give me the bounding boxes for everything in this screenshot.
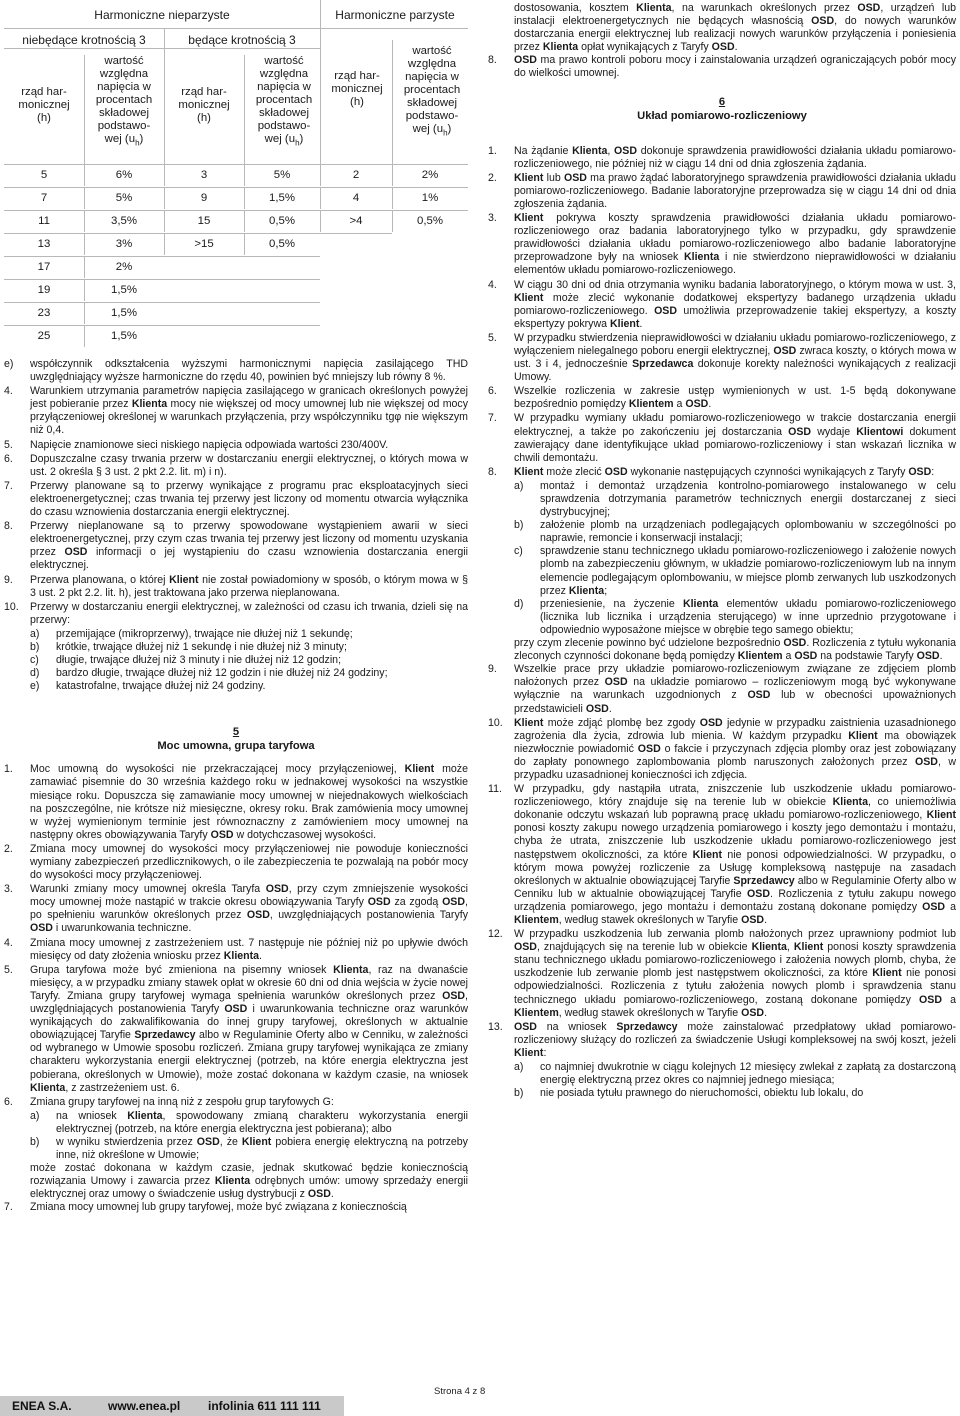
section-5-title: Moc umowna, grupa taryfowa [157,740,315,753]
list-item [4,453,468,479]
list-item [488,145,956,171]
list-item [514,545,956,597]
list-item-number: b) [514,1087,524,1100]
list-item-number: 2. [4,842,13,855]
list-item-number: c) [30,654,39,667]
continuation-text: dostosowania, kosztem Klienta, na warunkach określonych przez OSD, urządzeń lub instalacji elektroenergetycznych nie będących własnością OSD, do nowych warunków dostarczania energii elektrycznej lub realizacji nowych warunków przyłączenia i poniesienia przez Klienta opłat wynikających z Taryfy OSD. [514,2,957,54]
list-item-number: a) [30,627,40,640]
list-item [4,1201,468,1214]
table-cell: 17 [37,261,51,273]
col-value-2: wartość względna napięcia w procentach składowej podstawo- wej $(u_h)$ [255,55,313,148]
list-item-number: 4. [4,936,13,949]
list-item-number: c) [514,545,523,558]
list-item-number: 7. [4,1201,13,1214]
list-item [4,937,468,963]
table-cell: 3,5% [111,215,137,227]
list-item-number: d) [30,667,40,680]
list-item-text: Na żądanie Klienta, OSD dokonuje sprawdzenia prawidłowości działania układu pomiarowo-rozliczeniowego, nie później niż w ciągu 14 dni od dnia zgłoszenia żądania. [514,144,957,170]
section-6-item8-tail: przy czym zlecenie powinno być udzielone bezpośrednio OSD. Rozliczenia z tytułu wykonania zleconych czynności dokonane będą pomiędzy Klientem a OSD na podstawie Taryfy OSD. [514,637,956,663]
list-item-text: Zmiana mocy umownej lub grupy taryfowej, może być związana z koniecznością [30,1201,407,1214]
list-item-text: Klient może zlecić OSD wykonanie następujących czynności wynikających z Taryfy OSD: [514,465,935,478]
list-item-text: Klient pokrywa koszty sprawdzenia prawidłowości działania układu pomiarowo-rozliczeniowego oraz badania laboratoryjnego tylko w przypadku, gdy sprawdzenie prawidłowości działania układu pomiarowo-rozliczeniowego albo badanie laboratoryjne przeprowadzone były na wniosek Klienta i nie stwierdzono nieprawidłowości w działaniu elementów układu pomiarowo-rozliczeniowego. [514,212,956,277]
interruption-types-list [4,628,468,693]
section-6-heading [488,95,956,123]
list-item [488,172,956,211]
table-cell: 1,5% [111,284,137,296]
list-item [4,574,468,600]
section-6-items-2 [488,663,956,1060]
list-item-number: 8. [488,54,497,67]
table-cell: 2% [115,261,133,273]
table-cell: 7 [40,192,48,204]
page-number: Strona 4 z 8 [434,1386,486,1397]
list-item [30,680,468,693]
list-item [30,1136,468,1162]
list-item-number: 8. [4,520,13,533]
section-5-number: 5 [232,726,240,739]
list-item-text: Napięcie znamionowe sieci niskiego napięcia odpowiada wartości 230/400V. [30,438,389,451]
list-item-text: W ciągu 30 dni od dnia otrzymania wyniku badania laboratoryjnego, o którym mowa w ust. 3, Klient może zlecić wykonanie dodatkowej ekspertyzy badanego urządzenia układu pomiarowo-rozliczeniowego. OSD umożliwia przeprowadzenie takiej ekspertyzy, a koszty ekspertyzy pokrywa Klient. [514,278,957,330]
col-order-3: rząd har- monicznej (h) [331,70,383,108]
list-item-text: W przypadku stwierdzenia nieprawidłowości w działaniu układu pomiarowo-rozliczeniowego, z wyłączeniem nielegalnego poboru energii elektrycznej, OSD zwraca koszty, o których mowa w ust. 3 i 4, jednocześnie Sprzedawca dokonuje korekty należności wynikających z realizacji Umowy. [514,331,957,384]
list-item-number: 1. [4,763,13,776]
right-text [488,0,956,1100]
table-cell: 1% [421,192,439,204]
list-item [488,332,956,384]
list-item-number: a) [514,1061,524,1074]
list-item [488,279,956,331]
list-item-text: przeniesienie, na życzenie Klienta elementów układu pomiarowo-rozliczeniowego (licznika lub licznika i urządzenia sterującego) w inne uprzednio przygotowane i odpowiednio wyposażone miejsce w obrębie tego samego obiektu; [540,597,956,636]
table-cell: 3% [115,238,133,250]
list-item-number: 6. [488,385,497,398]
list-item-text: Wszelkie prace przy układzie pomiarowo-rozliczeniowym związane ze zdjęciem plomb nałożonych przez OSD na układzie pomiarowo – rozliczeniowym mogą być wykonywane wyłącznie na warunkach uzgodnionych z OSD lub w obecności upoważnionych przedstawicieli OSD. [514,663,957,715]
list-item [4,480,468,519]
list-item-text: Zmiana mocy umownej do wysokości mocy przyłączeniowej nie powoduje konieczności wymiany zabezpieczeń przedlicznikowych, o ile zabezpieczenia te pozwalają na pobór mocy do wysokości mocy przyłączeniowej. [30,842,468,882]
list-item [488,212,956,277]
table-row [4,303,468,324]
list-item-text: Przerwy w dostarczaniu energii elektrycznej, w zależności od czasu ich trwania, dzieli się na przerwy: [30,600,468,626]
table-cell: 2 [352,169,360,181]
list-item-text: Wszelkie rozliczenia w zakresie ustęp wymienionych w ust. 1-5 będą dokonywane bezpośrednio pomiędzy Klientem a OSD. [514,385,956,411]
list-item-text: montaż i demontaż urządzenia kontrolno-pomiarowego instalowanego w celu sprawdzenia dotrzymania parametrów technicznych energii dostarczanej z sieci dystrybucyjnej; [540,479,956,519]
list-item-text: W przypadku wymiany układu pomiarowo-rozliczeniowego w trakcie dostarczania energii elektrycznej, a także po zakończeniu jej dostarczania OSD wydaje Klientowi dokument zawierający dane identyfikujące układ pomiarowo-rozliczeniowy i stan wskazań licznika w chwili demontażu. [514,412,956,464]
section-5-item7 [4,1201,468,1214]
list-item-number: 3. [4,883,13,896]
footer-company: ENEA S.A. [12,1399,72,1413]
list-item-text: Warunkiem utrzymania parametrów napięcia zasilającego w granicach określonych powyżej jest pobieranie przez Klienta mocy nie większej od mocy umownej lub nie większej od mocy przyłączeniowej określonej w warunkach przyłączenia, przy współczynniku tgφ nie większym niż 0,4. [30,385,469,437]
section-6-item13-subs [488,1061,956,1100]
list-item-text: Przerwy planowane są to przerwy wynikające z programu prac eksploatacyjnych sieci elektroenergetycznej; czas trwania tej przerwy jest liczony od momentu otwarcia wyłącznika do czasu wznowienia dostarczania energii elektrycznej. [30,479,468,519]
table-cell: 13 [37,238,51,250]
list-item [488,928,956,1020]
list-item-number: 7. [488,412,497,425]
list-item-number: b) [30,640,40,653]
table-cell: 3 [200,169,208,181]
list-item-number: 11. [488,783,502,796]
list-item-number: a) [514,479,524,492]
table-cell: 9 [200,192,208,204]
table-cell: 11 [38,215,50,227]
list-item [4,520,468,572]
table-cell: 1,5% [111,330,137,342]
list-item [514,480,956,519]
left-column [4,0,468,1216]
list-item [4,763,468,842]
list-item-number: e) [30,680,40,693]
list-item-number: 6. [4,1095,13,1108]
list-item-text: Moc umowną do wysokości nie przekraczającej mocy przyłączeniowej, Klient może zamawiać pisemnie do 30 września każdego roku w jednakowej wysokości na wszystkie miesiące roku. Dopuszcza się zamawianie mocy umownej w niejednakowych wielkościach na poszczególne, nie krótsze niż miesięczne, okresy roku. Brak zamówienia mocy umownej w wyżej wymienionym terminie jest równoznaczny z zamówieniem mocy umownej na następny okres obowiązywania Taryfy OSD w dotychczasowej wysokości. [30,763,468,841]
col-order-1: rząd har- monicznej (h) [18,86,70,124]
section-6-item8-subs [488,480,956,637]
table-row [4,234,468,255]
table-row [4,280,468,301]
list-item-number: 9. [4,573,13,586]
table-cell: 23 [37,307,51,319]
sub-mult3-header: będące krotnością 3 [188,33,296,47]
list-item-number: 10. [488,716,503,729]
list-item [4,601,468,627]
list-item [488,1021,956,1060]
col-value-3: wartość względna napięcia w procentach składowej podstawo- wej $(u_h)$ [403,45,461,138]
list-item-text: Dopuszczalne czasy trwania przerw w dostarczaniu energii elektrycznej, o których mowa w ust. 2 określa § 3 ust. 2 pkt 2.2. lit. m) i n). [30,452,468,478]
table-row [4,326,468,347]
list-item [4,843,468,882]
section-6-items [488,145,956,479]
list-item-text: Warunki zmiany mocy umownej określa Taryfa OSD, przy czym zmniejszenie wysokości mocy umownej może nastąpić w trakcie okresu obowiązywania Taryfy OSD za zgodą OSD, po spełnieniu warunków określonych przez OSD, uwzględniających postanowienia Taryfy OSD i uwarunkowania techniczne. [30,883,469,935]
list-item-text: W przypadku, gdy nastąpiła utrata, zniszczenie lub uszkodzenie układu pomiarowo-rozliczeniowego, który znajduje się na terenie lub w obiekcie Klienta, co uniemożliwia dokonanie odczytu wskazań lub poprawną pracę układu pomiarowo-rozliczeniowego, Klient ponosi koszty zakupu nowego urządzenia pomiarowego i koszty jego demontażu i montażu, chyba że utrata, zniszczenie lub uszkodzenie układu pomiarowo-rozliczeniowego jest następstwem okoliczności, za które Klient nie ponosi odpowiedzialności. W przypadku, o którym mowa powyżej rozliczenie za Usługę kompleksową następuje na zasadach określonych w aktualnie obowiązującej Taryfie Sprzedawcy albo w Regulaminie Oferty albo w Cenniku lub w aktualnie obowiązującej Taryfie OSD. Rozliczenia z tytułu zakupu nowego urządzenia pomiarowego, jego montażu i demontażu zostaną dokonane pomiędzy OSD a Klientem, według stawek określonych w Taryfie OSD. [514,783,957,926]
table-cell: 1,5% [269,192,295,204]
list-item-text: OSD ma prawo kontroli poboru mocy i zainstalowania urządzeń ograniczających pobór mocy do wielkości umownej. [514,54,956,80]
list-item-number: 1. [488,144,497,157]
list-item-text: co najmniej dwukrotnie w ciągu kolejnych 12 miesięcy zwlekał z zapłatą za dostarczoną energię elektryczną przez okres co najmniej jednego miesiąca; [540,1061,956,1087]
section-6-number: 6 [718,95,726,108]
list-item-number: 3. [488,212,497,225]
table-cell: 19 [37,284,51,296]
table-cell: >4 [349,215,363,227]
list-item [30,654,468,667]
list-item-text: Zmiana mocy umownej z zastrzeżeniem ust. 7 następuje nie później niż po upływie dwóch miesięcy od daty złożenia wniosku przez Klienta. [30,936,468,962]
list-item [4,883,468,935]
left-text [4,358,468,1215]
list-item [4,1096,468,1109]
table-cell: 5 [40,169,48,181]
right-column [488,0,956,1100]
table-cell: 4 [352,192,360,204]
sub-not-mult3-header: niebędące krotnością 3 [22,33,146,47]
list-item [30,667,468,680]
footer-url[interactable]: www.enea.pl [108,1399,181,1413]
list-item-text: katastrofalne, trwające dłużej niż 24 godziny. [56,680,266,693]
table-cell: 1,5% [111,307,137,319]
list-item [4,439,468,452]
list-item-number: 7. [4,479,13,492]
list-item-number: 5. [4,963,13,976]
list-item-text: na wniosek Klienta, spowodowany zmianą charakteru wykorzystania energii elektrycznej (potrzeb, na które energia elektryczna jest pobierana); albo [56,1109,468,1135]
footer-bar [0,1396,344,1416]
table-cell: >15 [194,238,214,250]
col-order-2: rząd har- monicznej (h) [178,86,230,124]
list-item-text: Przerwy nieplanowane są to przerwy spowodowane wystąpieniem awarii w sieci elektroenergetycznej, przy czym czas trwania tej przerwy jest liczony od momentu uzyskania przez OSD informacji o jej wystąpieniu do czasu wznowienia dostarczania energii elektrycznej. [30,520,468,572]
section-6-title: Układ pomiarowo-rozliczeniowy [637,109,807,122]
list-item [30,1110,468,1136]
list-item-number: 2. [488,171,497,184]
list-item-text: Klient lub OSD ma prawo żądać laboratoryjnego sprawdzenia prawidłowości działania układu pomiarowo-rozliczeniowego. Badanie laboratoryjne przeprowadza się w ciągu 14 dni od dnia zgłoszenia żądania. [514,171,956,210]
list-item [488,412,956,464]
section-5-item6-tail: może zostać dokonana w każdym czasie, jednak skutkować będzie koniecznością rozwiązania Umowy i zawarcia przez Klienta odrębnych umów: umowy sprzedaży energii elektrycznej oraz umowy o świadczenie usług dystrybucji z OSD. [30,1162,469,1201]
list-item-text: w wyniku stwierdzenia przez OSD, że Klient pobiera energię elektryczną na potrzeby inne, niż określone w Umowie; [56,1135,468,1162]
list-item-text: długie, trwające dłużej niż 3 minuty i nie dłużej niż 12 godzin; [56,654,342,667]
list-item [488,663,956,715]
list-item-number: 9. [488,663,497,676]
section-5-item6-subs [4,1110,468,1162]
list-item [30,641,468,654]
list-item-text: Zmiana grupy taryfowej na inną niż z zespołu grup taryfowych G: [30,1095,334,1108]
list-item-number: 8. [488,465,497,478]
table-row [4,188,468,209]
list-item [488,783,956,927]
table-cell: 0,5% [417,215,443,227]
list-item-number: b) [514,519,524,532]
list-item-number: 5. [4,438,13,451]
list-item-text: OSD na wniosek Sprzedawcy może zainstalować przedpłatowy układ pomiarowo-rozliczeniowy służący do rozliczeń za świadczenie Usługi kompleksowej na swój koszt, jeżeli Klient: [514,1020,956,1059]
table-cell: 5% [115,192,133,204]
list-item-number: 13. [488,1020,503,1033]
table-cell: 6% [115,169,133,181]
list-item-number: 4. [488,278,497,291]
table-cell: 5% [273,169,291,181]
list-item-text: W przypadku uszkodzenia lub zerwania plomb nałożonych przez uprawniony podmiot lub OSD, znajdujących się na terenie lub w obiekcie Klienta, Klient ponosi koszty sprawdzenia stanu technicznego układu pomiarowo-rozliczeniowego i założenia nowych plomb, chyba, że uszkodzenie lub zerwanie plomb jest następstwem okoliczności, za które Klient nie ponosi odpowiedzialności. Rozliczenia z tytułu założenia nowych plomb i sprawdzenia stanu technicznego układu pomiarowo-rozliczeniowego, zostaną dokonane pomiędzy OSD a Klientem, według stawek określonych w Taryfie OSD. [514,928,957,1019]
table-row [4,165,468,186]
list-item [4,964,468,1095]
table-cell: 0,5% [269,238,295,250]
table-cell: 0,5% [269,215,295,227]
section-5-item8 [488,54,956,80]
list-item-number: 6. [4,452,13,465]
list-item-text: nie posiada tytułu prawnego do nieruchomości, obiektu lub lokalu, do [540,1087,864,1100]
footer-phone: infolinia 611 111 111 [208,1399,321,1413]
left-items-list [4,358,468,627]
table-row [4,257,468,278]
list-item [514,1087,956,1100]
harmonics-table [4,0,468,350]
table-cell: 25 [37,330,51,342]
list-item-number: e) [4,358,14,370]
group-odd-header: Harmoniczne nieparzyste [94,8,230,22]
list-item [488,54,956,80]
list-item-text: przemijające (mikroprzerwy), trwające nie dłużej niż 1 sekundę; [56,627,353,640]
list-item [4,385,468,437]
group-even-header: Harmoniczne parzyste [335,8,455,22]
list-item-text: Klient może zdjąć plombę bez zgody OSD jedynie w przypadku zaistnienia uzasadnionego zagrożenia dla życia, zdrowia lub mienia. W każdym przypadku Klient ma obowiązek niezwłocznie powiadomić OSD o fakcie i przyczynach zdjęcia plomby oraz jest zobowiązany do zapłaty ponownego zaplombowania plomb naruszonych założonych przez OSD, w przypadku uzasadnionej konieczności ich zdjęcia. [514,716,956,781]
list-item-number: 5. [488,331,497,344]
list-item-text: krótkie, trwające dłużej niż 1 sekundę i nie dłużej niż 3 minuty; [56,640,347,653]
list-item [514,519,956,545]
list-item [4,358,468,384]
table-row [4,211,468,232]
list-item-text: założenie plomb na urządzeniach podlegających oplombowaniu w szczególności po naprawie, remoncie i konserwacji instalacji; [540,519,956,545]
list-item [488,385,956,411]
section-5-items [4,763,468,1108]
list-item [514,1061,956,1087]
list-item-number: b) [30,1135,40,1148]
list-item [514,598,956,637]
section-5-heading [4,725,468,753]
list-item [30,628,468,641]
list-item-text: bardzo długie, trwające dłużej niż 12 godzin i nie dłużej niż 24 godziny; [56,667,388,680]
list-item-text: współczynnik odkształcenia wyższymi harmonicznymi napięcia zasilającego THD uwzględniający wyższe harmoniczne do rzędu 40, powinien być mniejszy lub równy 8 %. [30,358,468,384]
table-cell: 15 [197,215,211,227]
list-item-number: d) [514,597,524,610]
list-item-text: Grupa taryfowa może być zmieniona na pisemny wniosek Klienta, raz na dwanaście miesięcy, a w przypadku zmiany stawek opłat w okresie 60 dni od dnia wejścia w życie nowej Taryfy. Zmiana grupy taryfowej wymaga spełnienia warunków określonych przez OSD, uwzględniających postanowienia Taryfy OSD i uwarunkowania techniczne oraz warunków wynikających do zakwalifikowania do innej grupy taryfowej, określonych w aktualnie obowiązującej Taryfie Sprzedawcy albo w Regulaminie Oferty albo w Cenniku, w zależności od wybranego w Umowie sposobu rozliczeń. Zmiana grupy taryfowej wynikająca ze zmiany charakteru wykorzystania energii elektrycznej (potrzeb, na które energia elektryczna jest pobierana, określonych w Umowie), może zostać dokonana w każdym czasie, na wniosek Klienta, z zastrzeżeniem ust. 6. [30,963,468,1094]
list-item-text: Przerwa planowana, o której Klient nie został powiadomiony w sposób, o którym mowa w § 3 ust. 2 pkt 2.2. lit. h), jest traktowana jako przerwa nieplanowana. [30,573,468,599]
list-item-number: 12. [488,928,503,941]
list-item-text: sprawdzenie stanu technicznego układu pomiarowo-rozliczeniowego i założenie nowych plomb na zabezpieczeniu głównym, w układzie pomiarowo-rozliczeniowym lub na innym elemencie podlegającym oplombowaniu, w miejsce plomb zerwanych lub uszkodzonych przez Klienta; [540,545,956,597]
col-value-1: wartość względna napięcia w procentach składowej podstawo- wej $(u_h)$ [95,55,153,148]
list-item [488,466,956,479]
list-item [488,717,956,782]
list-item-number: 4. [4,385,13,398]
list-item-number: 10. [4,600,19,613]
list-item-number: a) [30,1109,40,1122]
table-cell: 2% [421,169,439,181]
